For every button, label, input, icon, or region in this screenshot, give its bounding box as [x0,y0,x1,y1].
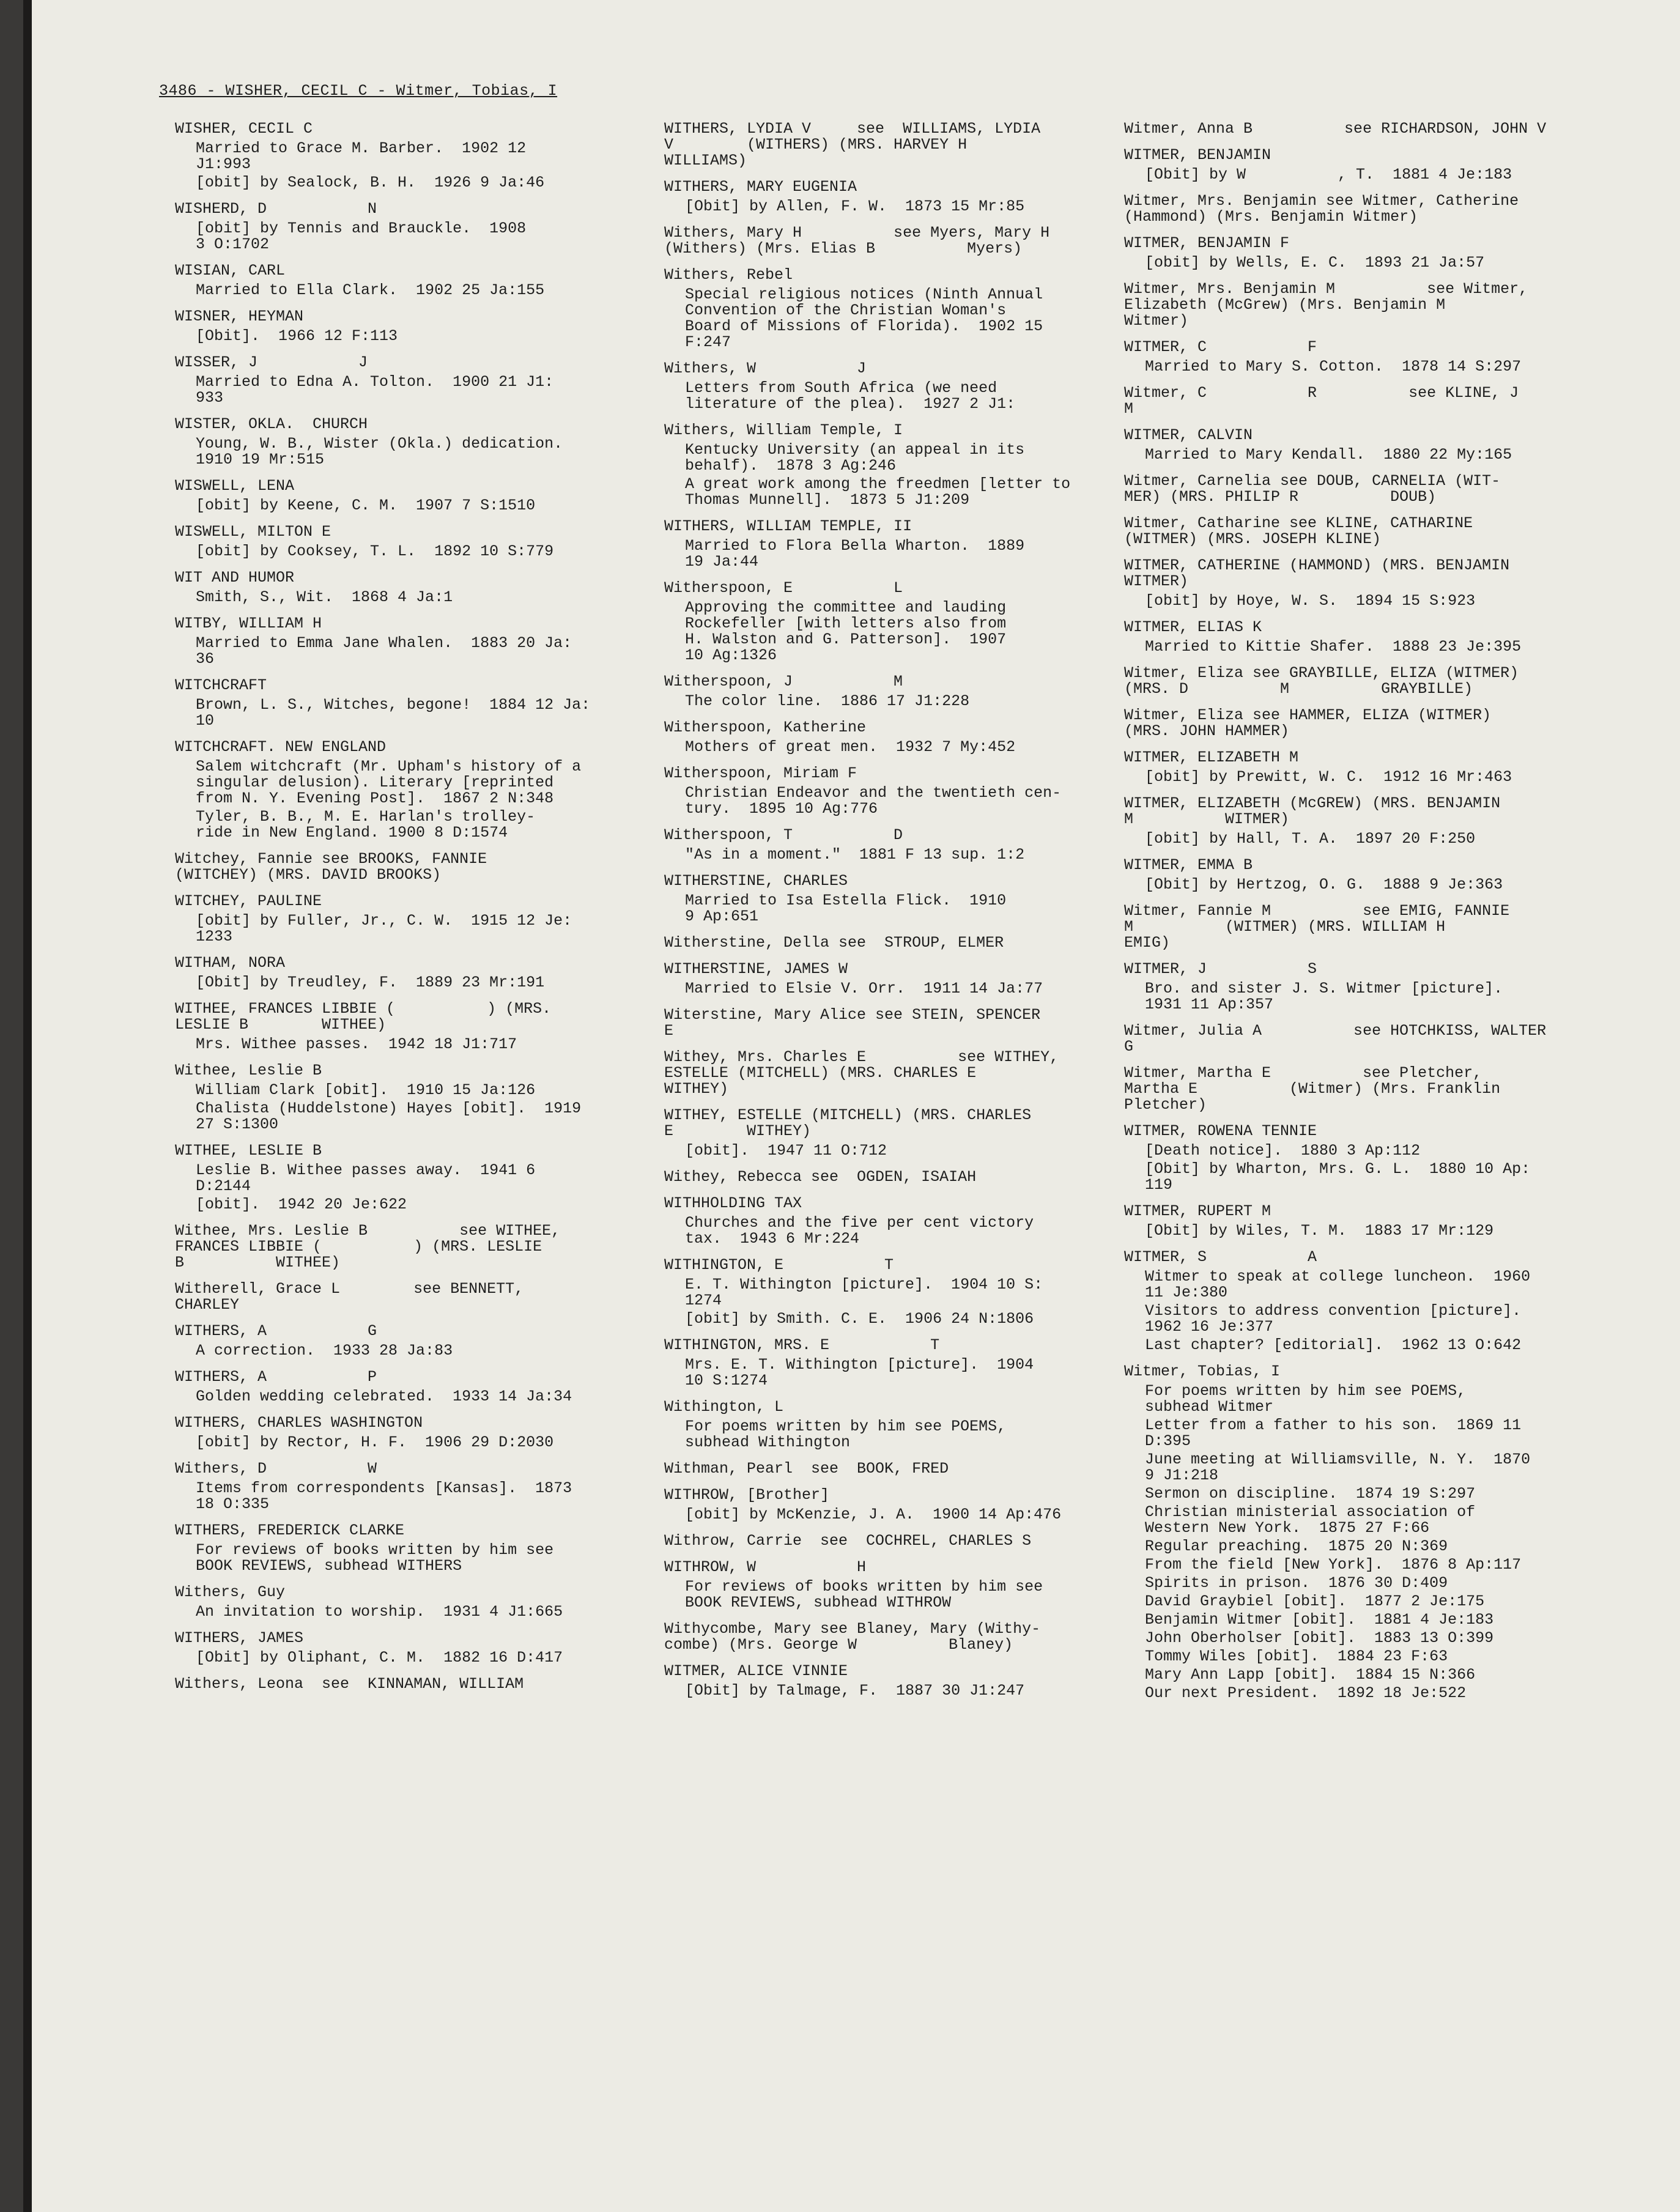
entry-heading: WISIAN, CARL [175,262,286,279]
index-entry [175,1063,640,1133]
index-entry [664,1399,1129,1451]
entry-heading: Withrow, Carrie see COCHREL, CHARLES S [664,1532,1032,1550]
index-entry [664,1049,1129,1097]
entry-heading: Witmer, Martha E see Pletcher, Martha E (Witmer) (Mrs. Franklin Pletcher) [1124,1064,1501,1114]
index-entry [1124,281,1589,329]
index-entry [175,524,640,560]
entry-heading: Witmer, Eliza see HAMMER, ELIZA (WITMER) (MRS. JOHN HAMMER) [1124,706,1492,740]
entry-citation: [obit] by Hall, T. A. 1897 20 F:250 [1145,830,1476,848]
index-entry [175,478,640,514]
index-entry [664,766,1129,817]
entry-heading: Witmer, Catharine see KLINE, CATHARINE (WITMER) (MRS. JOSEPH KLINE) [1124,514,1473,548]
entry-citation: Young, W. B., Wister (Okla.) dedication. 1910 19 Mr:515 [196,435,563,468]
index-entry [664,961,1129,997]
index-entry [664,1007,1129,1039]
entry-citation: [obit]. 1947 11 O:712 [685,1142,887,1160]
entry-heading: Withers, Guy [175,1583,286,1601]
entry-heading: WITMER, ALICE VINNIE [664,1662,848,1680]
index-entry [175,570,640,605]
entry-heading: WITHERSTINE, JAMES W [664,960,848,978]
index-entry [1124,620,1589,655]
entry-heading: Witmer, Carnelia see DOUB, CARNELIA (WIT- MER) (MRS. PHILIP R DOUB) [1124,472,1501,506]
entry-heading: WITMER, ELIAS K [1124,618,1262,636]
index-entry [664,873,1129,925]
entry-citation: Mothers of great men. 1932 7 My:452 [685,738,1016,756]
index-entry [1124,1249,1589,1353]
entry-citation: Brown, L. S., Witches, begone! 1884 12 Ja: 10 [196,696,591,730]
entry-citation: A great work among the freedmen [letter to Thomas Munnell]. 1873 5 J1:209 [685,475,1071,509]
entry-citation: Salem witchcraft (Mr. Upham's history of a singular delusion). Literary [reprinted from N. Y. Evening Post]. 1867 2 N:348 [196,758,582,807]
document-page [23,0,1680,2212]
entry-heading: WITCHCRAFT. NEW ENGLAND [175,738,387,756]
index-entry [175,1585,640,1620]
entry-heading: Withman, Pearl see BOOK, FRED [664,1460,949,1478]
entry-citation: Regular preaching. 1875 20 N:369 [1145,1537,1448,1555]
index-entry [175,416,640,468]
index-entry [664,1196,1129,1247]
entry-heading: WITHERS, WILLIAM TEMPLE, II [664,517,912,535]
entry-citation: [obit] by Cooksey, T. L. 1892 10 S:779 [196,542,554,560]
entry-heading: WITMER, CATHERINE (HAMMOND) (MRS. BENJAMIN WITMER) [1124,557,1510,590]
index-entry [175,1630,640,1666]
entry-heading: WITHERS, LYDIA V see WILLIAMS, LYDIA V (WITHERS) (MRS. HARVEY H WILLIAMS) [664,120,1041,169]
index-entry [175,263,640,298]
index-entry [1124,193,1589,225]
entry-citation: [obit] by Tennis and Brauckle. 1908 3 O:1702 [196,220,527,253]
entry-heading: WITMER, ELIZABETH M [1124,749,1299,766]
entry-heading: Witmer, Fannie M see EMIG, FANNIE M (WITMER) (MRS. WILLIAM H EMIG) [1124,902,1510,952]
entry-heading: WITMER, EMMA B [1124,856,1253,874]
entry-heading: WITHEY, ESTELLE (MITCHELL) (MRS. CHARLES E WITHEY) [664,1106,1032,1140]
entry-heading: Withycombe, Mary see Blaney, Mary (Withy- combe) (Mrs. George W Blaney) [664,1620,1041,1654]
index-entry [1124,857,1589,893]
index-entry [1124,1364,1589,1701]
index-entry [1124,516,1589,547]
entry-citation: Last chapter? [editorial]. 1962 13 O:642 [1145,1336,1522,1354]
entry-citation: Sermon on discipline. 1874 19 S:297 [1145,1485,1476,1503]
entry-citation: Married to Emma Jane Whalen. 1883 20 Ja: 36 [196,634,572,668]
index-entry [175,355,640,406]
page-header: 3486 - WISHER, CECIL C - Witmer, Tobias, I [159,82,558,100]
entry-citation: The color line. 1886 17 J1:228 [685,692,970,710]
entry-citation: [obit] by Smith. C. E. 1906 24 N:1806 [685,1310,1034,1328]
entry-citation: [Obit] by Wharton, Mrs. G. L. 1880 10 Ap: 119 [1145,1160,1531,1194]
entry-citation: Churches and the five per cent victory tax. 1943 6 Mr:224 [685,1214,1034,1248]
index-entry [1124,903,1589,951]
index-entry [175,1223,640,1271]
index-entry [1124,750,1589,785]
entry-citation: Married to Edna A. Tolton. 1900 21 J1: 933 [196,373,554,407]
entry-citation: Special religious notices (Ninth Annual Convention of the Christian Woman's Board of Missions of Florida). 1902 15 F:247 [685,286,1043,351]
index-entry [175,309,640,344]
entry-citation: Spirits in prison. 1876 30 D:409 [1145,1574,1448,1592]
index-entry [175,1676,640,1692]
entry-heading: Withey, Mrs. Charles E see WITHEY, ESTELLE (MITCHELL) (MRS. CHARLES E WITHEY) [664,1048,1059,1098]
entry-heading: WITHERS, A G [175,1322,377,1340]
entry-heading: Withers, Leona see KINNAMAN, WILLIAM [175,1675,524,1693]
index-entry [664,1533,1129,1549]
entry-heading: Witherspoon, E L [664,579,903,597]
index-entry [1124,1065,1589,1113]
entry-heading: WITHERS, FREDERICK CLARKE [175,1522,405,1539]
index-entry [664,935,1129,951]
entry-citation: [obit] by Fuller, Jr., C. W. 1915 12 Je: 1233 [196,912,572,945]
index-entry [175,851,640,883]
index-column-1 [175,121,640,1703]
index-entry [664,179,1129,215]
entry-citation: Bro. and sister J. S. Witmer [picture]. 1931 11 Ap:357 [1145,980,1503,1013]
index-entry [175,1523,640,1574]
entry-citation: [Obit] by Treudley, F. 1889 23 Mr:191 [196,974,545,991]
index-entry [664,267,1129,350]
entry-citation: [Obit] by Talmage, F. 1887 30 J1:247 [685,1682,1025,1700]
entry-heading: Witherspoon, J M [664,673,903,690]
entry-citation: Tyler, B. B., M. E. Harlan's trolley- ride in New England. 1900 8 D:1574 [196,808,536,842]
entry-heading: WITHERS, MARY EUGENIA [664,178,857,196]
entry-heading: Witerstine, Mary Alice see STEIN, SPENCER E [664,1006,1041,1040]
index-entry [1124,473,1589,505]
entry-heading: Witherstine, Della see STROUP, ELMER [664,934,1004,952]
entry-citation: [obit]. 1942 20 Je:622 [196,1196,407,1213]
entry-citation: [obit] by Sealock, B. H. 1926 9 Ja:46 [196,174,545,191]
index-entry [1124,708,1589,739]
index-entry [175,955,640,991]
index-entry [175,201,640,253]
index-entry [664,1257,1129,1327]
entry-citation: John Oberholser [obit]. 1883 13 O:399 [1145,1629,1494,1647]
entry-citation: William Clark [obit]. 1910 15 Ja:126 [196,1081,536,1099]
index-column-2 [664,121,1129,1709]
entry-citation: Mrs. Withee passes. 1942 18 J1:717 [196,1035,517,1053]
entry-citation: Benjamin Witmer [obit]. 1881 4 Je:183 [1145,1611,1494,1629]
index-entry [175,1415,640,1451]
index-entry [664,674,1129,709]
entry-citation: Witmer to speak at college luncheon. 1960 11 Je:380 [1145,1268,1531,1301]
entry-citation: [obit] by Keene, C. M. 1907 7 S:1510 [196,497,536,514]
entry-heading: WITMER, CALVIN [1124,426,1253,444]
index-entry [1124,558,1589,609]
entry-heading: Witchey, Fannie see BROOKS, FANNIE (WITCHEY) (MRS. DAVID BROOKS) [175,850,487,884]
index-entry [1124,147,1589,183]
index-entry [664,423,1129,508]
entry-heading: WITHINGTON, E T [664,1256,894,1274]
entry-citation: For reviews of books written by him see BOOK REVIEWS, subhead WITHERS [196,1541,554,1575]
entry-heading: Witmer, Tobias, I [1124,1363,1281,1380]
entry-heading: Withington, L [664,1398,784,1416]
entry-citation: [obit] by Prewitt, W. C. 1912 16 Mr:463 [1145,768,1512,786]
entry-heading: WIT AND HUMOR [175,569,295,586]
index-entry [664,519,1129,570]
entry-heading: WITHERSTINE, CHARLES [664,872,848,890]
entry-citation: Married to Elsie V. Orr. 1911 14 Ja:77 [685,980,1043,997]
entry-citation: [Obit] by Wiles, T. M. 1883 17 Mr:129 [1145,1222,1494,1240]
entry-heading: WITMER, ELIZABETH (McGREW) (MRS. BENJAMIN M WITMER) [1124,794,1501,828]
entry-heading: WITHAM, NORA [175,954,286,972]
entry-citation: [Obit] by Hertzog, O. G. 1888 9 Je:363 [1145,876,1503,893]
index-entry [175,1323,640,1359]
entry-heading: WISHERD, D N [175,200,377,218]
entry-citation: Married to Isa Estella Flick. 1910 9 Ap:651 [685,892,1007,925]
entry-citation: "As in a moment." 1881 F 13 sup. 1:2 [685,846,1025,864]
entry-heading: WITMER, J S [1124,960,1317,978]
index-entry [664,1337,1129,1389]
entry-heading: Witmer, C R see KLINE, J M [1124,384,1611,418]
index-entry [175,739,640,841]
entry-citation: June meeting at Williamsville, N. Y. 1870 9 J1:218 [1145,1451,1531,1484]
index-entry [1124,1123,1589,1193]
entry-heading: WITMER, S A [1124,1248,1317,1266]
entry-citation: [obit] by Wells, E. C. 1893 21 Ja:57 [1145,254,1485,272]
index-entry [664,225,1129,257]
index-entry [1124,121,1589,137]
index-entry [175,1461,640,1512]
index-entry [664,1461,1129,1477]
entry-heading: WITHERS, CHARLES WASHINGTON [175,1414,423,1432]
entry-heading: Witmer, Mrs. Benjamin M see Witmer, Elizabeth (McGrew) (Mrs. Benjamin M Witmer) [1124,280,1528,330]
entry-heading: Witherspoon, Katherine [664,719,867,736]
entry-heading: WITMER, C F [1124,338,1317,356]
entry-heading: Witherspoon, T D [664,826,903,844]
entry-heading: WISWELL, LENA [175,477,295,495]
entry-citation: [obit] by Hoye, W. S. 1894 15 S:923 [1145,592,1476,610]
entry-citation: Golden wedding celebrated. 1933 14 Ja:34 [196,1388,572,1405]
entry-heading: WITMER, BENJAMIN [1124,146,1271,164]
index-entry [664,1621,1129,1653]
index-entry [175,893,640,945]
entry-heading: Witmer, Julia A see HOTCHKISS, WALTER G [1124,1022,1547,1056]
index-entry [664,1559,1129,1611]
entry-citation: Letters from South Africa (we need literature of the plea). 1927 2 J1: [685,379,1016,413]
entry-citation: A correction. 1933 28 Ja:83 [196,1342,453,1359]
entry-citation: Our next President. 1892 18 Je:522 [1145,1684,1467,1702]
entry-citation: Christian ministerial association of Western New York. 1875 27 F:66 [1145,1503,1476,1537]
index-entry [1124,384,1611,418]
entry-citation: [Death notice]. 1880 3 Ap:112 [1145,1142,1421,1160]
entry-heading: Withey, Rebecca see OGDEN, ISAIAH [664,1168,977,1186]
index-entry [175,678,640,729]
index-entry [1124,235,1589,271]
index-entry [175,1369,640,1405]
index-column-3 [1124,120,1611,1712]
entry-citation: [Obit] by Oliphant, C. M. 1882 16 D:417 [196,1649,563,1666]
entry-citation: [Obit]. 1966 12 F:113 [196,327,398,345]
entry-heading: Withers, D W [175,1460,377,1478]
index-entry [664,1487,1129,1523]
entry-citation: Leslie B. Withee passes away. 1941 6 D:2144 [196,1161,536,1195]
entry-citation: [Obit] by W , T. 1881 4 Je:183 [1145,166,1512,183]
index-entry [175,616,640,667]
entry-heading: Withee, Mrs. Leslie B see WITHEE, FRANCES LIBBIE ( ) (MRS. LESLIE B WITHEE) [175,1222,561,1271]
index-entry [664,827,1129,863]
index-entry [1124,1204,1589,1239]
entry-heading: WITBY, WILLIAM H [175,615,322,632]
entry-heading: WITHHOLDING TAX [664,1194,802,1212]
index-entry [175,121,640,191]
entry-heading: Withers, Mary H see Myers, Mary H (Withers) (Mrs. Elias B Myers) [664,224,1050,257]
entry-citation: Letter from a father to his son. 1869 11 D:395 [1145,1416,1522,1450]
entry-heading: WITHINGTON, MRS. E T [664,1336,940,1354]
entry-citation: Tommy Wiles [obit]. 1884 23 F:63 [1145,1648,1448,1665]
index-entry [664,1108,1129,1159]
entry-citation: Married to Mary Kendall. 1880 22 My:165 [1145,446,1512,464]
entry-citation: Married to Kittie Shafer. 1888 23 Je:395 [1145,638,1522,656]
entry-citation: David Graybiel [obit]. 1877 2 Je:175 [1145,1592,1485,1610]
entry-citation: For reviews of books written by him see BOOK REVIEWS, subhead WITHROW [685,1578,1043,1611]
index-entry [1124,665,1589,697]
index-entry [175,1143,640,1213]
entry-citation: Married to Ella Clark. 1902 25 Ja:155 [196,281,545,299]
entry-citation: Smith, S., Wit. 1868 4 Ja:1 [196,588,453,606]
index-entry [1124,796,1589,847]
entry-heading: Witmer, Eliza see GRAYBILLE, ELIZA (WITMER) (MRS. D M GRAYBILLE) [1124,664,1519,698]
entry-citation: Married to Mary S. Cotton. 1878 14 S:297 [1145,358,1522,375]
entry-heading: Withers, Rebel [664,266,793,284]
index-entry [664,121,1129,169]
index-entry [1124,427,1589,463]
entry-citation: For poems written by him see POEMS, subhead Witmer [1145,1382,1467,1416]
entry-citation: Mary Ann Lapp [obit]. 1884 15 N:366 [1145,1666,1476,1684]
index-entry [175,1281,640,1313]
entry-heading: WISHER, CECIL C [175,120,313,138]
entry-citation: From the field [New York]. 1876 8 Ap:117 [1145,1556,1522,1574]
entry-heading: Witmer, Mrs. Benjamin see Witmer, Catherine (Hammond) (Mrs. Benjamin Witmer) [1124,192,1519,226]
entry-citation: E. T. Withington [picture]. 1904 10 S: 1274 [685,1276,1043,1309]
entry-heading: Withers, William Temple, I [664,421,903,439]
index-entry [664,361,1129,412]
entry-heading: WITHEE, LESLIE B [175,1142,322,1160]
entry-citation: Chalista (Huddelstone) Hayes [obit]. 1919 27 S:1300 [196,1100,582,1133]
entry-heading: Witherell, Grace L see BENNETT, CHARLEY [175,1280,524,1314]
entry-heading: WITHEE, FRANCES LIBBIE ( ) (MRS. LESLIE B WITHEE) [175,1000,552,1034]
entry-citation: An invitation to worship. 1931 4 J1:665 [196,1603,563,1621]
index-entry [1124,961,1589,1013]
entry-citation: Items from correspondents [Kansas]. 1873 18 O:335 [196,1479,572,1513]
entry-citation: Kentucky University (an appeal in its behalf). 1878 3 Ag:246 [685,441,1025,475]
entry-citation: [obit] by Rector, H. F. 1906 29 D:2030 [196,1433,554,1451]
entry-heading: Witmer, Anna B see RICHARDSON, JOHN V [1124,120,1547,138]
entry-heading: WITHROW, W H [664,1558,867,1576]
entry-citation: Visitors to address convention [picture]. 1962 16 Je:377 [1145,1302,1522,1336]
entry-citation: [Obit] by Allen, F. W. 1873 15 Mr:85 [685,198,1025,215]
page-binding-edge [23,0,32,2212]
index-entry [664,1169,1129,1185]
entry-heading: WITMER, RUPERT M [1124,1202,1271,1220]
entry-heading: WISWELL, MILTON E [175,523,331,541]
entry-heading: WITCHEY, PAULINE [175,892,322,910]
entry-heading: WITMER, ROWENA TENNIE [1124,1122,1317,1140]
entry-heading: Witherspoon, Miriam F [664,764,857,782]
index-entry [175,1001,640,1052]
entry-heading: WITHROW, [Brother] [664,1486,830,1504]
entry-citation: Christian Endeavor and the twentieth cen- tury. 1895 10 Ag:776 [685,784,1062,818]
entry-heading: WISTER, OKLA. CHURCH [175,415,368,433]
entry-citation: Married to Flora Bella Wharton. 1889 19 Ja:44 [685,537,1025,571]
entry-heading: Withee, Leslie B [175,1062,322,1079]
entry-citation: [obit] by McKenzie, J. A. 1900 14 Ap:476 [685,1506,1062,1523]
entry-citation: Mrs. E. T. Withington [picture]. 1904 10 S:1274 [685,1356,1034,1389]
entry-heading: WITMER, BENJAMIN F [1124,234,1290,252]
entry-heading: WISSER, J J [175,353,368,371]
entry-citation: Approving the committee and lauding Rockefeller [with letters also from H. Walston and G. Patterson]. 1907 10 Ag:1326 [685,599,1007,664]
index-entry [1124,1023,1589,1055]
index-entry [664,720,1129,755]
entry-citation: Married to Grace M. Barber. 1902 12 J1:993 [196,139,527,173]
index-entry [664,1663,1129,1699]
entry-citation: For poems written by him see POEMS, subhead Withington [685,1418,1007,1451]
entry-heading: WISNER, HEYMAN [175,308,304,325]
entry-heading: WITHERS, JAMES [175,1629,304,1647]
index-entry [1124,339,1589,375]
entry-heading: WITHERS, A P [175,1368,377,1386]
entry-heading: WITCHCRAFT [175,676,267,694]
entry-heading: Withers, W J [664,360,867,377]
index-entry [664,580,1129,664]
